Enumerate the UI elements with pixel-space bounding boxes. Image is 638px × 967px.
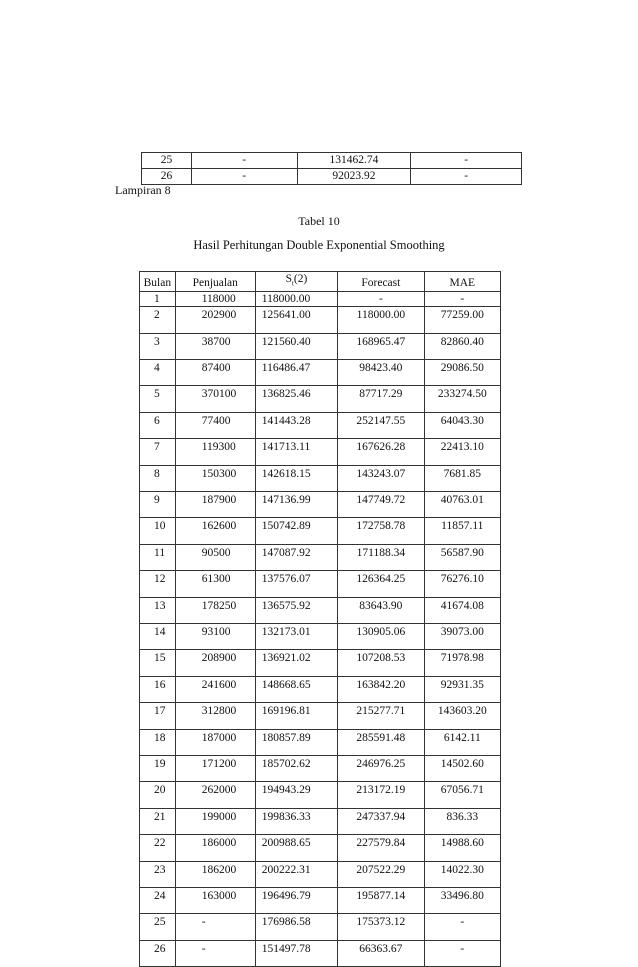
cell-s-t2: 136921.02 (255, 650, 337, 676)
cell-penjualan: 186200 (175, 861, 255, 887)
table-row (142, 169, 522, 185)
cell-bulan: 14 (140, 623, 176, 649)
cell-penjualan: - (175, 940, 255, 966)
cell-s-t2: 116486.47 (255, 360, 337, 386)
cell-s-t2: 141443.28 (255, 412, 337, 438)
table-row (140, 650, 501, 676)
continuation-table-body (142, 153, 522, 185)
table-row (140, 333, 501, 359)
table-row (140, 518, 501, 544)
table-cell: 92023.92 (297, 169, 411, 185)
cell-s-t2: 200988.65 (255, 835, 337, 861)
cell-forecast: 175373.12 (338, 914, 424, 940)
header-forecast: Forecast (338, 272, 424, 292)
cell-s-t2: 118000.00 (255, 292, 337, 307)
cell-bulan: 11 (140, 544, 176, 570)
cell-mae: - (424, 940, 500, 966)
cell-mae: 233274.50 (424, 386, 500, 412)
table-cell: 131462.74 (297, 153, 411, 169)
cell-bulan: 19 (140, 755, 176, 781)
cell-s-t2: 132173.01 (255, 623, 337, 649)
cell-bulan: 24 (140, 887, 176, 913)
appendix-label: Lampiran 8 (115, 183, 171, 197)
cell-penjualan: 171200 (175, 755, 255, 781)
table-header (140, 272, 501, 292)
cell-forecast: 147749.72 (338, 492, 424, 518)
table-number: Tabel 10 (298, 214, 340, 228)
cell-bulan: 12 (140, 571, 176, 597)
cell-penjualan: 262000 (175, 782, 255, 808)
cell-penjualan: 150300 (175, 465, 255, 491)
cell-s-t2: 194943.29 (255, 782, 337, 808)
cell-mae: 11857.11 (424, 518, 500, 544)
cell-penjualan: 199000 (175, 808, 255, 834)
cell-mae: 77259.00 (424, 307, 500, 333)
cell-forecast: 195877.14 (338, 887, 424, 913)
cell-mae: 92931.35 (424, 676, 500, 702)
cell-mae: 76276.10 (424, 571, 500, 597)
cell-penjualan: 118000 (175, 292, 255, 307)
table-caption: Hasil Perhitungan Double Exponential Smoothing (193, 238, 445, 252)
cell-s-t2: 169196.81 (255, 703, 337, 729)
cell-mae: - (424, 292, 500, 307)
cell-forecast: 98423.40 (338, 360, 424, 386)
cell-s-t2: 196496.79 (255, 887, 337, 913)
cell-s-t2: 121560.40 (255, 333, 337, 359)
cell-forecast: 227579.84 (338, 835, 424, 861)
cell-bulan: 6 (140, 412, 176, 438)
table-row (140, 887, 501, 913)
cell-forecast: 130905.06 (338, 623, 424, 649)
cell-mae: - (424, 914, 500, 940)
cell-mae: 7681.85 (424, 465, 500, 491)
table-row (140, 940, 501, 966)
cell-bulan: 4 (140, 360, 176, 386)
table-row (140, 861, 501, 887)
cell-mae: 39073.00 (424, 623, 500, 649)
cell-penjualan: 90500 (175, 544, 255, 570)
cell-forecast: 252147.55 (338, 412, 424, 438)
cell-s-t2: 136575.92 (255, 597, 337, 623)
cell-s-t2: 200222.31 (255, 861, 337, 887)
cell-penjualan: 312800 (175, 703, 255, 729)
cell-mae: 71978.98 (424, 650, 500, 676)
cell-penjualan: 163000 (175, 887, 255, 913)
cell-penjualan: 370100 (175, 386, 255, 412)
table-cell: - (191, 153, 297, 169)
table-row (140, 544, 501, 570)
cell-penjualan: 186000 (175, 835, 255, 861)
cell-bulan: 16 (140, 676, 176, 702)
cell-forecast: 143243.07 (338, 465, 424, 491)
table-row (140, 292, 501, 307)
cell-bulan: 25 (140, 914, 176, 940)
table-row (140, 307, 501, 333)
cell-mae: 64043.30 (424, 412, 500, 438)
table-row (140, 492, 501, 518)
cell-mae: 14502.60 (424, 755, 500, 781)
cell-s-t2: 141713.11 (255, 439, 337, 465)
cell-forecast: 246976.25 (338, 755, 424, 781)
table-row (140, 623, 501, 649)
cell-penjualan: 208900 (175, 650, 255, 676)
cell-bulan: 2 (140, 307, 176, 333)
cell-bulan: 22 (140, 835, 176, 861)
cell-penjualan: 61300 (175, 571, 255, 597)
cell-forecast: 172758.78 (338, 518, 424, 544)
cell-penjualan: 187900 (175, 492, 255, 518)
cell-bulan: 5 (140, 386, 176, 412)
cell-mae: 67056.71 (424, 782, 500, 808)
cell-bulan: 26 (140, 940, 176, 966)
cell-forecast: 126364.25 (338, 571, 424, 597)
cell-bulan: 1 (140, 292, 176, 307)
cell-forecast: 213172.19 (338, 782, 424, 808)
cell-bulan: 23 (140, 861, 176, 887)
cell-penjualan: 162600 (175, 518, 255, 544)
cell-bulan: 10 (140, 518, 176, 544)
cell-mae: 40763.01 (424, 492, 500, 518)
header-s-sub: t (291, 279, 294, 288)
cell-forecast: 168965.47 (338, 333, 424, 359)
cell-penjualan: - (175, 914, 255, 940)
cell-mae: 33496.80 (424, 887, 500, 913)
cell-s-t2: 137576.07 (255, 571, 337, 597)
cell-penjualan: 77400 (175, 412, 255, 438)
continuation-table (141, 152, 522, 185)
header-mae: MAE (424, 272, 500, 292)
cell-bulan: 8 (140, 465, 176, 491)
header-penjualan: Penjualan (175, 272, 255, 292)
table-row (140, 782, 501, 808)
table-row (140, 755, 501, 781)
cell-penjualan: 202900 (175, 307, 255, 333)
cell-bulan: 15 (140, 650, 176, 676)
table-row (140, 571, 501, 597)
cell-penjualan: 241600 (175, 676, 255, 702)
cell-forecast: 207522.29 (338, 861, 424, 887)
cell-bulan: 9 (140, 492, 176, 518)
header-s-t2 (255, 272, 337, 292)
cell-s-t2: 176986.58 (255, 914, 337, 940)
cell-s-t2: 150742.89 (255, 518, 337, 544)
cell-forecast: 285591.48 (338, 729, 424, 755)
cell-bulan: 20 (140, 782, 176, 808)
cell-mae: 14988.60 (424, 835, 500, 861)
table-cell: 26 (142, 169, 192, 185)
header-bulan: Bulan (140, 272, 176, 292)
cell-forecast: 66363.67 (338, 940, 424, 966)
table-row (140, 914, 501, 940)
cell-forecast: 247337.94 (338, 808, 424, 834)
cell-s-t2: 147136.99 (255, 492, 337, 518)
cell-s-t2: 199836.33 (255, 808, 337, 834)
cell-forecast: 163842.20 (338, 676, 424, 702)
cell-forecast: 83643.90 (338, 597, 424, 623)
cell-mae: 41674.08 (424, 597, 500, 623)
cell-penjualan: 187000 (175, 729, 255, 755)
header-s-main: S (285, 273, 292, 285)
cell-s-t2: 147087.92 (255, 544, 337, 570)
table-row (140, 835, 501, 861)
table-cell: - (411, 169, 522, 185)
table-cell: - (411, 153, 522, 169)
cell-forecast: 87717.29 (338, 386, 424, 412)
cell-mae: 29086.50 (424, 360, 500, 386)
cell-penjualan: 119300 (175, 439, 255, 465)
table-row (142, 153, 522, 169)
cell-bulan: 18 (140, 729, 176, 755)
cell-mae: 22413.10 (424, 439, 500, 465)
cell-forecast: 118000.00 (338, 307, 424, 333)
table-row (140, 439, 501, 465)
cell-bulan: 21 (140, 808, 176, 834)
cell-mae: 14022.30 (424, 861, 500, 887)
cell-forecast: 171188.34 (338, 544, 424, 570)
table-cell: - (191, 169, 297, 185)
table-row (140, 386, 501, 412)
cell-s-t2: 151497.78 (255, 940, 337, 966)
cell-mae: 56587.90 (424, 544, 500, 570)
cell-bulan: 13 (140, 597, 176, 623)
cell-s-t2: 148668.65 (255, 676, 337, 702)
table-row (140, 676, 501, 702)
table-row (140, 729, 501, 755)
cell-penjualan: 93100 (175, 623, 255, 649)
cell-s-t2: 136825.46 (255, 386, 337, 412)
table-row (140, 465, 501, 491)
des-results-table (139, 271, 501, 967)
table-row (140, 360, 501, 386)
table-cell: 25 (142, 153, 192, 169)
cell-mae: 82860.40 (424, 333, 500, 359)
cell-forecast: 167626.28 (338, 439, 424, 465)
cell-s-t2: 180857.89 (255, 729, 337, 755)
cell-mae: 143603.20 (424, 703, 500, 729)
cell-forecast: 215277.71 (338, 703, 424, 729)
cell-mae: 836.33 (424, 808, 500, 834)
cell-s-t2: 185702.62 (255, 755, 337, 781)
cell-forecast: 107208.53 (338, 650, 424, 676)
cell-mae: 6142.11 (424, 729, 500, 755)
table-row (140, 412, 501, 438)
table-row (140, 597, 501, 623)
cell-bulan: 7 (140, 439, 176, 465)
cell-bulan: 3 (140, 333, 176, 359)
cell-s-t2: 125641.00 (255, 307, 337, 333)
cell-forecast: - (338, 292, 424, 307)
table-body (140, 292, 501, 967)
header-s-suffix: (2) (293, 273, 308, 285)
cell-penjualan: 178250 (175, 597, 255, 623)
cell-penjualan: 38700 (175, 333, 255, 359)
table-row (140, 808, 501, 834)
cell-s-t2: 142618.15 (255, 465, 337, 491)
cell-bulan: 17 (140, 703, 176, 729)
header-row (140, 272, 501, 292)
table-row (140, 703, 501, 729)
cell-penjualan: 87400 (175, 360, 255, 386)
